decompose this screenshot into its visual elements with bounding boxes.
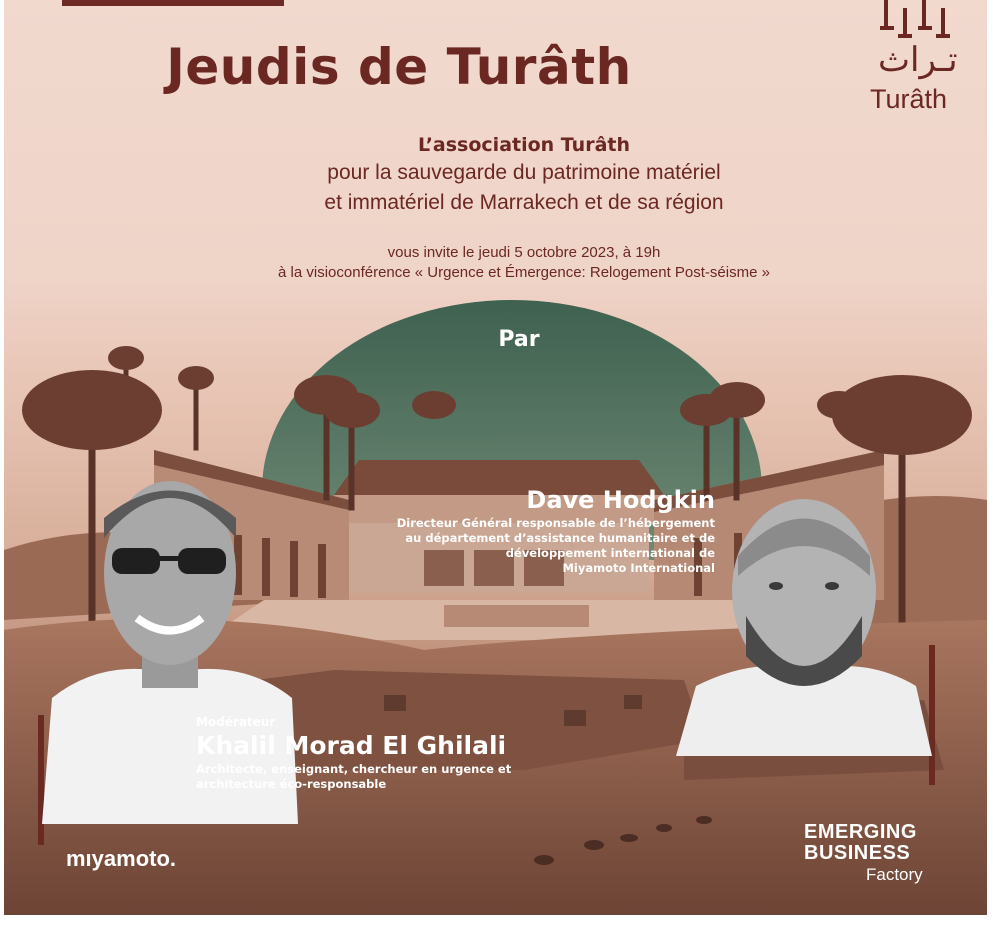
moderator-name: Khalil Morad El Ghilali (196, 731, 507, 760)
speaker-role-line: Directeur Général responsable de l’hébergement (396, 516, 715, 530)
ebf-line-3: Factory (866, 865, 923, 884)
logo-latin-text: Turâth (870, 84, 948, 114)
speaker-role-line: développement international de (505, 546, 715, 560)
event-poster (4, 0, 987, 915)
association-line-1: pour la sauvegarde du patrimoine matériel (327, 161, 721, 184)
moderator-block (196, 714, 616, 792)
speaker-role (195, 516, 715, 576)
par-label: Par (498, 327, 540, 352)
logo-arabic-text: تـراث (878, 40, 958, 80)
invite-line-1: vous invite le jeudi 5 octobre 2023, à 19h (387, 244, 661, 261)
speaker-block (195, 484, 715, 576)
turath-logo (860, 0, 970, 118)
moderator-role-line: architecture éco-responsable (196, 777, 387, 791)
moderator-label: Modérateur (196, 715, 276, 729)
moderator-role-line: Architecte, enseignant, chercheur en urgence et (196, 762, 512, 776)
moderator-role (196, 762, 616, 792)
association-line-2: et immatériel de Marrakech et de sa région (324, 191, 724, 214)
invitation-block (4, 243, 987, 283)
emerging-business-factory-logo (804, 822, 923, 885)
miyamoto-logo: mıyamoto. (66, 846, 177, 871)
poster-title: Jeudis de Turâth (166, 38, 632, 96)
ebf-line-1: EMERGING (804, 821, 917, 843)
speaker-role-line: Miyamoto International (562, 561, 715, 575)
speaker-name: Dave Hodgkin (526, 486, 715, 514)
association-name: L’association Turâth (417, 134, 631, 156)
association-block (4, 132, 987, 218)
ebf-line-2: BUSINESS (804, 842, 911, 864)
top-accent-band (62, 0, 284, 6)
speaker-role-line: au département d’assistance humanitaire et de (405, 531, 715, 545)
invite-line-2: à la visioconférence « Urgence et Émergence: Relogement Post-séisme » (278, 264, 770, 281)
